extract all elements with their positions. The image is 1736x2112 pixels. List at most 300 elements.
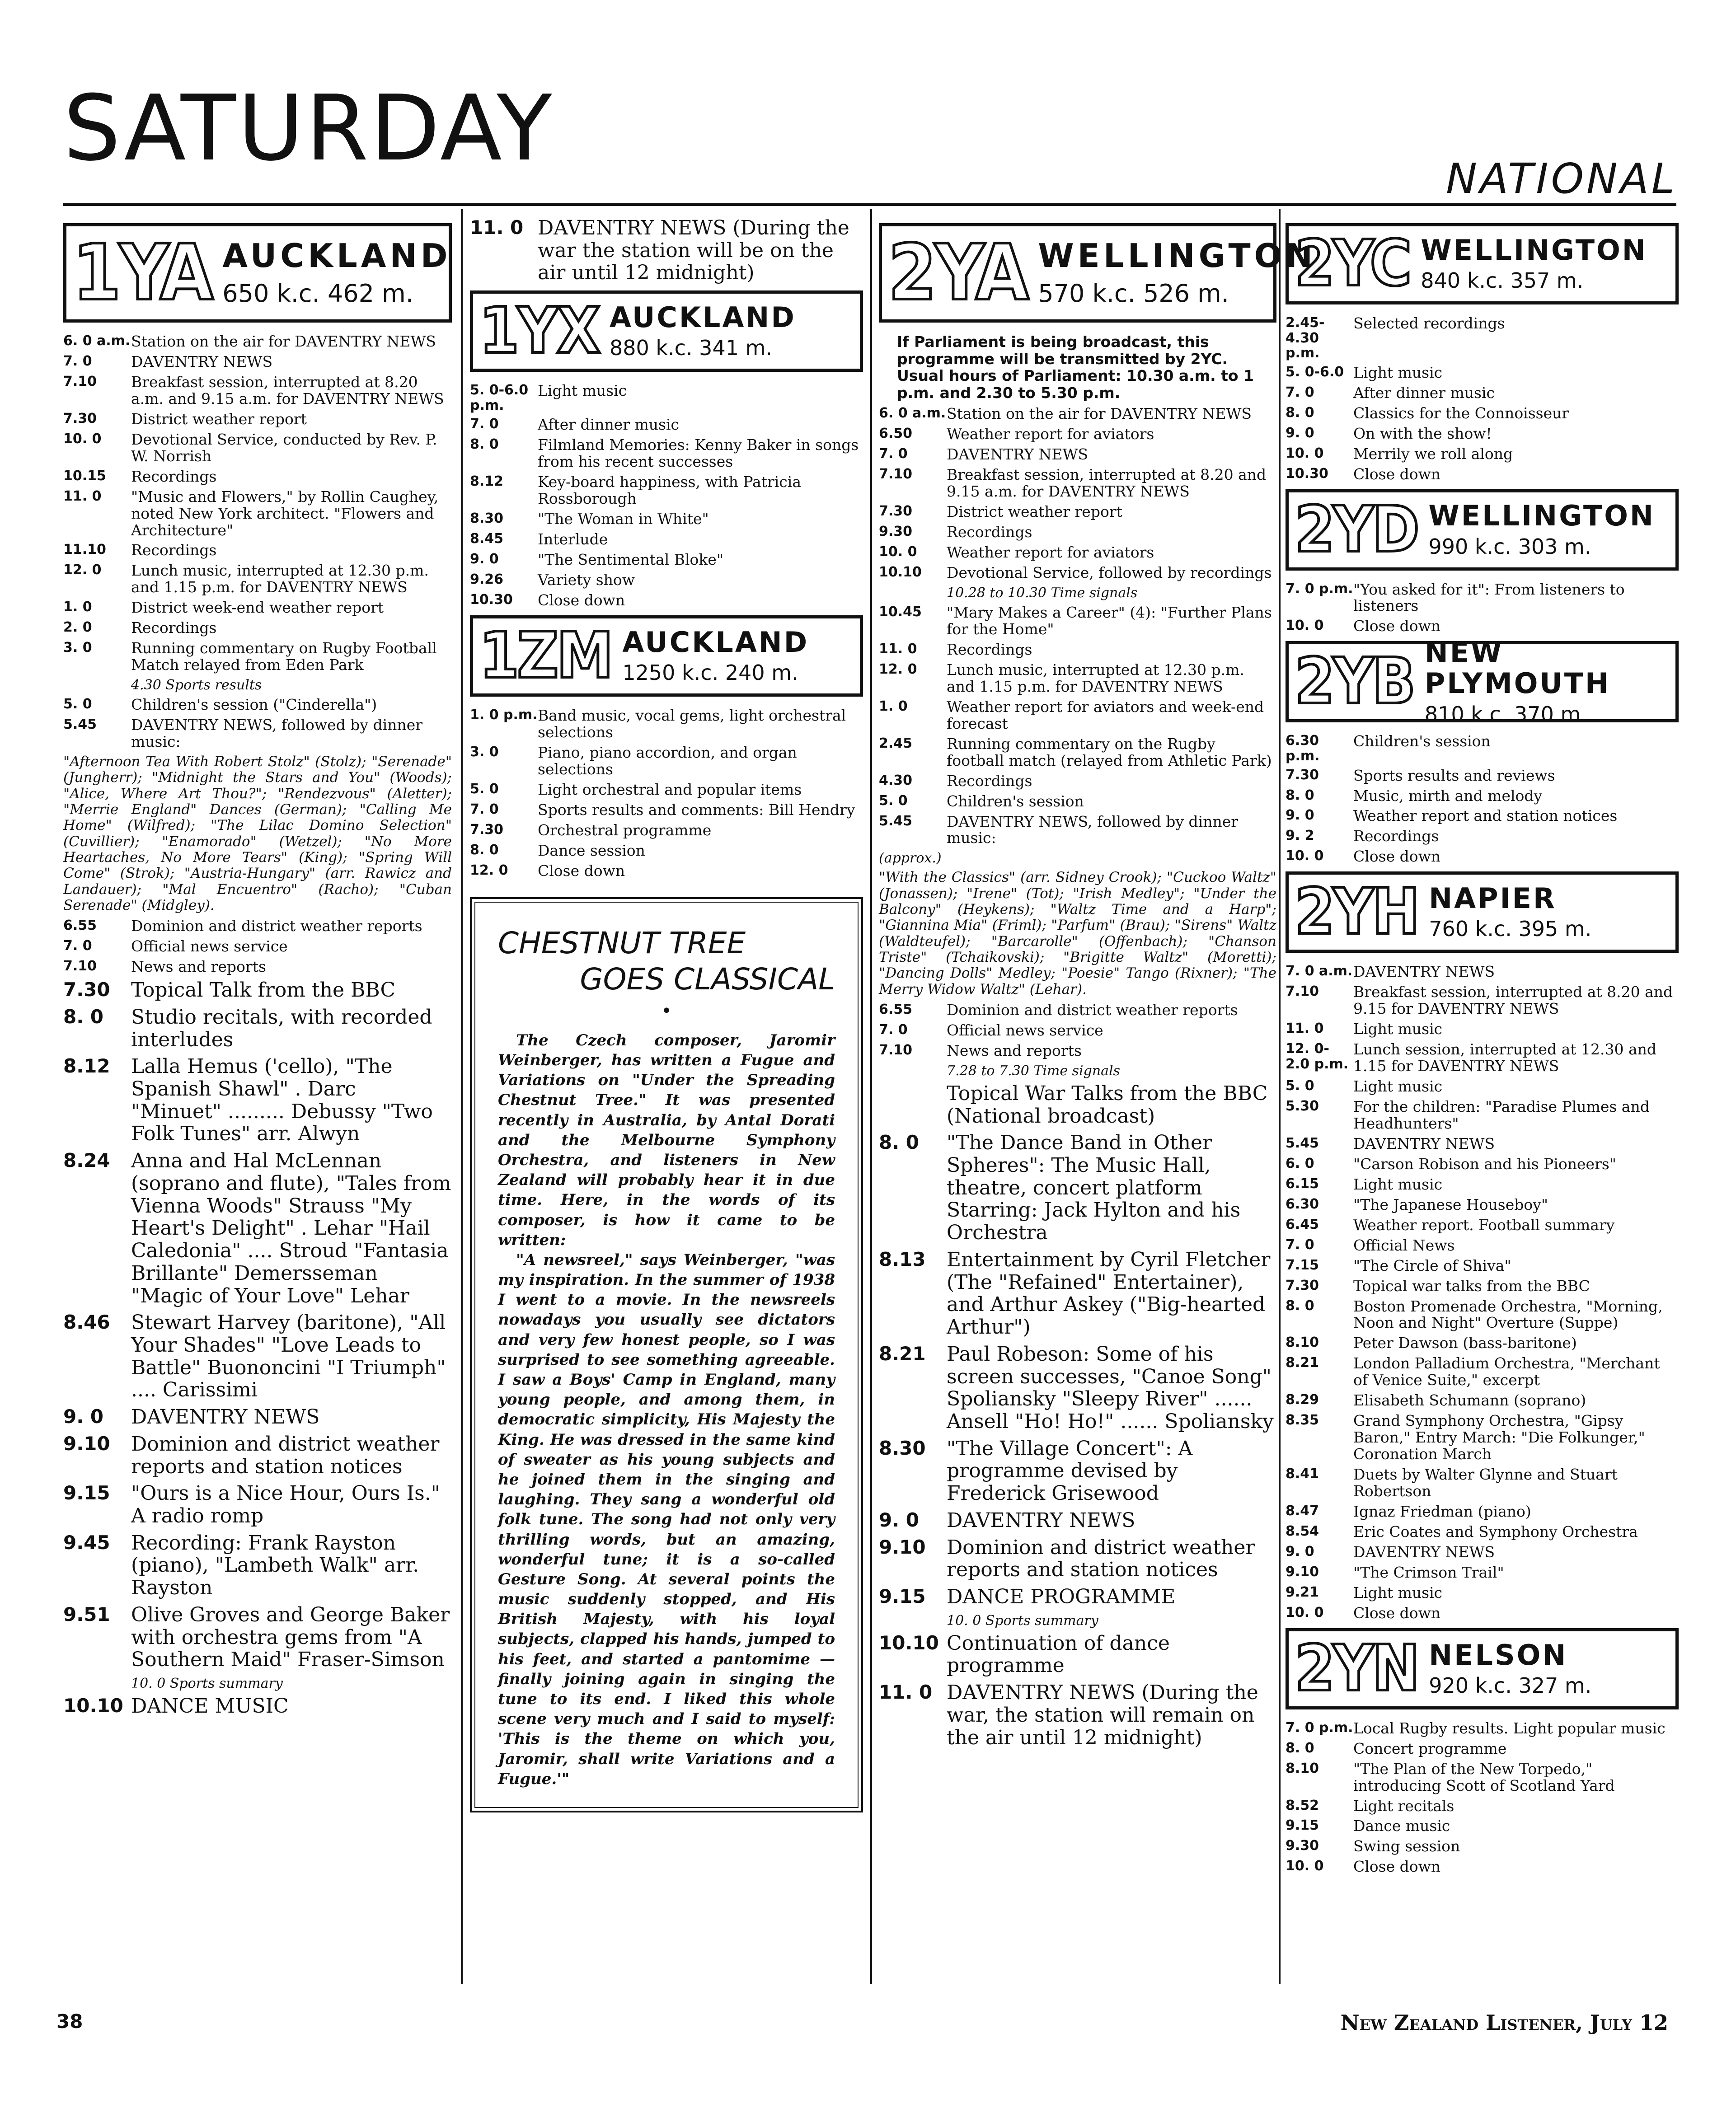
programme-time: 7.10	[879, 1042, 913, 1058]
programme-row	[879, 814, 1276, 847]
programme-text: DANCE PROGRAMME	[947, 1585, 1176, 1608]
programme-time: 9.30	[879, 524, 913, 540]
programme-row	[1286, 1136, 1679, 1152]
programme-row	[1286, 1798, 1679, 1815]
programme-text: Close down	[1353, 848, 1441, 866]
programme-row	[1286, 1524, 1679, 1541]
programme-text: Duets by Walter Glynne and Stuart Robertson	[1353, 1466, 1618, 1500]
programme-text: Official News	[1353, 1236, 1455, 1254]
programme-text: Close down	[1353, 465, 1441, 483]
programme-row	[1286, 1258, 1679, 1274]
programme-time: 8. 0	[63, 1005, 104, 1028]
sub-note: 10.28 to 10.30 Time signals	[947, 585, 1138, 601]
programme-row	[1286, 315, 1679, 361]
programme-time: 10.10	[63, 1695, 123, 1717]
station-frequency: 990 k.c. 303 m.	[1428, 534, 1591, 559]
programme-text: Light orchestral and popular items	[538, 780, 802, 798]
programme-time: 9.15	[879, 1585, 926, 1607]
sub-note: 4.30 Sports results	[131, 677, 262, 693]
programme-text: Running commentary on Rugby Football Match relayed from Eden Park	[131, 639, 437, 674]
programme-time: 7.15	[1286, 1257, 1319, 1273]
programme-text: Devotional Service, followed by recordings	[947, 564, 1272, 582]
programme-row	[63, 918, 452, 935]
programme-time: 5. 0-6.0	[1286, 364, 1344, 380]
programme-time: 10. 0	[1286, 445, 1324, 461]
programme-row	[879, 1082, 1276, 1127]
programme-text: Light recitals	[1353, 1797, 1454, 1815]
programme-time: 8. 0	[1286, 1297, 1314, 1314]
programme-row	[879, 1632, 1276, 1677]
programme-text: Recordings	[947, 772, 1032, 790]
programme-text: London Palladium Orchestra, "Merchant of Venice Suite," excerpt	[1353, 1354, 1660, 1389]
column-rule	[870, 209, 872, 1984]
programme-time: 7.30	[470, 821, 504, 838]
station-header-1zm	[470, 615, 863, 697]
programme-text: DAVENTRY NEWS	[1353, 963, 1495, 981]
programme-text: Light music	[1353, 1020, 1443, 1038]
programme-text: "Music and Flowers," by Rollin Caughey, noted New York architect. "Flowers and Architecture"	[131, 487, 439, 539]
programme-text: DAVENTRY NEWS	[131, 352, 273, 370]
programme-row	[879, 1438, 1276, 1505]
programme-text: Topical war talks from the BBC	[1353, 1277, 1590, 1295]
programme-text: News and reports	[131, 958, 266, 976]
programme-text: Breakfast session, interrupted at 8.20 a.m. and 9.15 a.m. for DAVENTRY NEWS	[131, 373, 444, 407]
programme-text: Children's session	[1353, 732, 1491, 750]
programme-time: 11. 0	[1286, 1021, 1324, 1037]
programme-time: 6.45	[1286, 1216, 1319, 1232]
programme-text: "The Japanese Houseboy"	[1353, 1195, 1548, 1213]
programme-time: 7. 0	[470, 416, 499, 432]
programme-time: 2. 0	[63, 619, 92, 636]
programme-row	[63, 411, 452, 428]
programme-time: 9.15	[1286, 1817, 1319, 1834]
station-header-2yb	[1286, 636, 1679, 726]
programme-row	[879, 736, 1276, 769]
programme-time: 5.30	[1286, 1098, 1319, 1114]
programme-time: 12. 0	[470, 862, 508, 878]
programme-row	[879, 544, 1276, 561]
programme-text: Dominion and district weather reports	[131, 917, 422, 935]
station-city: NAPIER	[1429, 882, 1557, 915]
programme-text: Recordings	[947, 523, 1032, 541]
programme-text: For the children: "Paradise Plumes and Headhunters"	[1353, 1097, 1650, 1132]
programme-text: Lunch session, interrupted at 12.30 and 1.15 for DAVENTRY NEWS	[1353, 1040, 1657, 1075]
programme-row	[63, 959, 452, 975]
programme-text: Filmland Memories: Kenny Baker in songs from his recent successes	[538, 436, 859, 471]
programme-time: 8.45	[470, 531, 504, 547]
programme-row	[63, 374, 452, 407]
programme-time: 7. 0	[1286, 384, 1314, 400]
programme-time: 5.45	[879, 813, 913, 829]
programme-text: Weather report and station notices	[1353, 807, 1618, 825]
programme-text: Dominion and district weather reports	[947, 1001, 1238, 1019]
programme-row	[470, 745, 863, 778]
programme-time: 3. 0	[470, 744, 499, 760]
programme-text: Recordings	[131, 467, 217, 485]
programme-text: Official news service	[947, 1021, 1103, 1039]
programme-time: 10. 0	[879, 544, 917, 560]
programme-time: 6.55	[63, 918, 97, 934]
programme-row	[1286, 848, 1679, 865]
programme-row	[1286, 446, 1679, 463]
programme-text: On with the show!	[1353, 424, 1492, 442]
programme-row	[470, 592, 863, 609]
programme-text: Close down	[1353, 1604, 1441, 1622]
programme-time: 6.55	[879, 1002, 913, 1018]
programme-time: 8. 0	[1286, 404, 1314, 421]
page-number: 38	[56, 2010, 83, 2032]
programme-text: Running commentary on the Rugby football match (relayed from Athletic Park)	[947, 735, 1272, 769]
programme-text: "The Woman in White"	[538, 510, 709, 528]
programme-text: Breakfast session, interrupted at 8.20 and 9.15 a.m. for DAVENTRY NEWS	[947, 466, 1267, 501]
programme-text: Light music	[538, 382, 627, 400]
programme-row	[879, 604, 1276, 638]
programme-text: Music, mirth and melody	[1353, 787, 1543, 805]
programme-text: Lunch music, interrupted at 12.30 p.m. and 1.15 p.m. for DAVENTRY NEWS	[131, 562, 429, 596]
programme-row	[1286, 1466, 1679, 1500]
programme-row	[879, 565, 1276, 581]
programme-text: Dance music	[1353, 1817, 1450, 1835]
programme-text: Anna and Hal McLennan (soprano and flute), "Tales from Vienna Woods" Strauss "My Heart's Delight" . Lehar "Hail Caledonia" .... Stroud "Fantasia Brillante" Demersseman "Magic of Your Love" Lehar	[131, 1149, 451, 1307]
programme-text: Light music	[1353, 363, 1443, 381]
programme-text: Dominion and district weather reports and station notices	[947, 1536, 1255, 1582]
programme-time: 7.30	[1286, 767, 1319, 783]
station-call: 2YB	[1295, 645, 1414, 719]
programme-row	[879, 642, 1276, 658]
programme-row	[1286, 405, 1679, 422]
programme-row	[1286, 1041, 1679, 1075]
programme-text: Children's session	[947, 792, 1084, 810]
article-headline-2: GOES CLASSICAL	[580, 961, 835, 997]
programme-row	[1286, 581, 1679, 615]
programme-text: Station on the air for DAVENTRY NEWS	[947, 405, 1252, 423]
column-rule	[461, 209, 463, 1984]
programme-time: 8. 0	[470, 436, 499, 453]
programme-row	[1286, 1761, 1679, 1794]
programme-row	[1286, 1392, 1679, 1409]
programme-time: 10. 0	[1286, 618, 1324, 634]
programme-text: "Mary Makes a Career" (4): "Further Plans for the Home"	[947, 604, 1272, 638]
programme-time: 5. 0	[1286, 1078, 1314, 1094]
programme-text: "The Crimson Trail"	[1353, 1563, 1504, 1581]
programme-row	[879, 1043, 1276, 1059]
programme-time: 9.45	[63, 1531, 110, 1554]
programme-row	[470, 437, 863, 470]
station-header-1ya	[63, 223, 452, 323]
programme-row	[1286, 1099, 1679, 1132]
programme-text: Merrily we roll along	[1353, 445, 1513, 463]
station-call: 2YA	[888, 228, 1028, 318]
programme-time: 8.12	[63, 1055, 110, 1077]
programme-text: District week-end weather report	[131, 599, 384, 617]
station-city: NELSON	[1429, 1638, 1568, 1672]
programme-time: 8.10	[1286, 1760, 1319, 1776]
programme-text: Selected recordings	[1353, 314, 1505, 332]
programme-text: DAVENTRY NEWS, followed by dinner music:	[947, 812, 1239, 847]
programme-text: Boston Promenade Orchestra, "Morning, Noon and Night" Overture (Suppe)	[1353, 1297, 1663, 1332]
programme-row	[1286, 1859, 1679, 1875]
programme-time: 7. 0	[1286, 1236, 1314, 1253]
parliament-notice: If Parliament is being broadcast, this programme will be transmitted by 2YC. Usual hours of Parliament: 10.30 a.m. to 1 p.m. and 2.30 to 5.30 p.m.	[897, 333, 1254, 402]
programme-row	[470, 802, 863, 819]
programme-time: 5. 0-6.0 p.m.	[470, 382, 529, 413]
programme-row	[1286, 1355, 1679, 1389]
programme-time: 6.30 p.m.	[1286, 733, 1320, 764]
sub-note: 10. 0 Sports summary	[131, 1676, 283, 1691]
programme-time: 9. 0	[1286, 425, 1314, 441]
programme-time: 7. 0	[879, 446, 908, 462]
programme-row	[879, 773, 1276, 790]
programme-text: Eric Coates and Symphony Orchestra	[1353, 1522, 1638, 1541]
programme-time: 8.13	[879, 1248, 926, 1270]
programme-text: Recordings	[947, 640, 1032, 658]
programme-text: Children's session ("Cinderella")	[131, 696, 377, 714]
programme-row	[1286, 1503, 1679, 1520]
programme-time: 9. 0	[1286, 1543, 1314, 1559]
programme-time: 9.30	[1286, 1838, 1319, 1854]
programme-time: 9.15	[63, 1482, 110, 1504]
station-frequency: 880 k.c. 341 m.	[609, 336, 773, 361]
programme-text: "The Circle of Shiva"	[1353, 1256, 1511, 1274]
station-call: 1YX	[479, 294, 599, 368]
programme-row	[470, 417, 863, 433]
programme-text: "The Village Concert": A programme devised by Frederick Grisewood	[947, 1437, 1193, 1505]
programme-text: DAVENTRY NEWS	[947, 1508, 1135, 1532]
programme-text: "Carson Robison and his Pioneers"	[1353, 1155, 1616, 1173]
sub-note: (approx.)	[879, 850, 942, 866]
programme-time: 7.10	[63, 958, 97, 974]
programme-row	[1286, 768, 1679, 784]
programme-text: Variety show	[538, 571, 635, 589]
sub-note: 10. 0 Sports summary	[947, 1612, 1098, 1629]
programme-text: Weather report for aviators	[947, 543, 1154, 562]
programme-row	[470, 383, 863, 413]
programme-time: 8.41	[1286, 1466, 1319, 1482]
programme-text: Light music	[1353, 1583, 1443, 1602]
programme-text: "Ours is a Nice Hour, Ours Is." A radio romp	[131, 1482, 440, 1527]
programme-time: 9.26	[470, 571, 504, 587]
programme-text: DAVENTRY NEWS (During the war, the station will remain on the air until 12 midnight)	[947, 1681, 1258, 1749]
programme-text: Close down	[1353, 1858, 1441, 1876]
programme-time: 11. 0	[879, 1681, 933, 1704]
programme-row	[1286, 1564, 1679, 1581]
programme-time: 1. 0 p.m.	[470, 707, 538, 723]
programme-row	[63, 431, 452, 465]
programme-time: 7.30	[63, 979, 110, 1001]
programme-row	[1286, 365, 1679, 381]
station-call: 2YD	[1295, 492, 1418, 567]
programme-text: After dinner music	[538, 416, 680, 434]
programme-row	[1286, 466, 1679, 483]
programme-row	[63, 938, 452, 955]
programme-row	[1286, 828, 1679, 845]
dinner-music-list: "With the Classics" (arr. Sidney Crook); "Cuckoo Waltz" (Jonassen); "Irene" (Tot); "Irish Medley"; "Under the Balcony" (Heykens); "Waltz Time and a Harp"; "Giannina Mia" (Friml); "Parfum" (Brau); "Sirens" Waltz (Waldteufel); "Barcarolle" (Offenbach); "Chanson Triste" (Tchaikovski); "Brigitte Waltz" (Moretti); "Dancing Dolls" Medley; "Poesie" Tango (Rixner); "The Merry Widow Waltz" (Lehar).	[879, 869, 1276, 997]
programme-text: Orchestral programme	[538, 821, 712, 839]
programme-text: DAVENTRY NEWS, followed by dinner music:	[131, 716, 423, 751]
chestnut-article	[470, 897, 863, 1812]
programme-row	[879, 406, 1276, 422]
programme-time: 8.24	[63, 1149, 110, 1172]
programme-row	[63, 562, 452, 596]
programme-text: Light music	[1353, 1175, 1443, 1193]
programme-time: 11.10	[63, 542, 106, 558]
programme-row	[63, 1695, 452, 1718]
programme-text: Lunch music, interrupted at 12.30 p.m. and 1.15 p.m. for DAVENTRY NEWS	[947, 660, 1244, 695]
programme-text: Piano, piano accordion, and organ selections	[538, 743, 797, 778]
programme-row	[879, 1022, 1276, 1039]
page-title: SATURDAY	[63, 76, 554, 181]
programme-text: Continuation of dance programme	[947, 1631, 1170, 1677]
programme-time: 8.47	[1286, 1503, 1319, 1519]
programme-time: 8.35	[1286, 1412, 1319, 1428]
programme-row	[1286, 1078, 1679, 1095]
station-city: AUCKLAND	[622, 625, 809, 659]
programme-time: 7. 0 p.m.	[1286, 1719, 1353, 1736]
programme-row	[470, 782, 863, 798]
programme-text: Weather report for aviators	[947, 425, 1154, 443]
programme-row	[1286, 1278, 1679, 1295]
programme-time: 9. 0	[879, 1508, 920, 1531]
bullet-icon: •	[661, 1000, 672, 1021]
programme-time: 7. 0 p.m.	[1286, 581, 1353, 597]
programme-text: Weather report. Football summary	[1353, 1216, 1615, 1234]
programme-text: Close down	[538, 862, 625, 880]
programme-text: Close down	[538, 591, 625, 609]
station-city: NEW PLYMOUTH	[1424, 636, 1610, 700]
column-rule	[1279, 209, 1281, 1984]
programme-row	[879, 446, 1276, 463]
programme-row	[1286, 1741, 1679, 1757]
programme-time: 8.52	[1286, 1797, 1319, 1813]
programme-row	[1286, 385, 1679, 402]
programme-time: 8.21	[1286, 1355, 1319, 1371]
station-header-2yc	[1286, 223, 1679, 304]
programme-text: Elisabeth Schumann (soprano)	[1353, 1391, 1586, 1410]
article-headline-1: CHESTNUT TREE	[498, 926, 746, 961]
programme-row	[1286, 1156, 1679, 1173]
programme-text: Studio recitals, with recorded interludes	[131, 1005, 432, 1051]
programme-text: Station on the air for DAVENTRY NEWS	[131, 332, 436, 350]
programme-time: 11. 0	[879, 641, 917, 657]
programme-text: Key-board happiness, with Patricia Rossborough	[538, 473, 802, 508]
programme-row	[879, 504, 1276, 520]
programme-time: 12. 0-2.0 p.m.	[1286, 1041, 1349, 1072]
programme-time: 10.30	[470, 591, 513, 608]
programme-row	[1286, 1605, 1679, 1622]
programme-time: 8.12	[470, 473, 504, 490]
article-paragraph: "A newsreel," says Weinberger, "was my inspiration. In the summer of 1938 I went to a movie. In the newsreels nowadays you usually see dictators and very few honest people, so I was surprised to see something agreeable. I saw a Boys' Camp in England, many young people, and among them, in democratic simplicity, His Majesty the King. He was dressed in the same kind of sweater as his young subjects and he joined them in the singing and laughing. They sang a wonderful old folk tune. The song had not only very thrilling words, but an amazing, wonderful tune; it is a so-called Gesture Song. At several points the music suddenly stopped, and His British Majesty, with his loyal subjects, clapped his hands, jumped to his feet, and started a pantomime — finally joining again in singing the tune to its end. I liked this whole scene very much and I said to myself: 'This is the theme on which you, Jaromir, shall write Variations and a Fugue.'"	[498, 1250, 835, 1788]
programme-row	[470, 572, 863, 589]
programme-row	[63, 1433, 452, 1478]
programme-text: Weather report for aviators and week-end forecast	[947, 698, 1264, 732]
programme-time: 7. 0	[879, 1021, 908, 1038]
top-rule	[63, 203, 1676, 206]
programme-time: 6. 0 a.m.	[63, 333, 131, 349]
programme-row	[63, 333, 452, 350]
programme-time: 10.10	[879, 1631, 939, 1654]
dinner-music-list: "Afternoon Tea With Robert Stolz" (Stolz); "Serenade" (Jungherr); "Midnight the Stars and You" (Woods); "Alice, Where Art Thou?"; "Rendezvous" (Aletter); "Merrie England" Dances (German); "Calling Me Home" (Wilfred); "The Lilac Domino Selection" (Cuvillier); "Enamorado" (Wetzel); "No More Heartaches, No More Tears" (King); "Spring Will Come" (Strok); "Austria-Hungary" (arr. Rawicz and Landauer); "Mal Encuentro" (Racho); "Cuban Serenade" (Midgley).	[63, 754, 452, 913]
programme-row	[1286, 788, 1679, 805]
programme-row	[63, 1406, 452, 1428]
station-call: 1ZM	[479, 618, 612, 693]
station-header-2yd	[1286, 489, 1679, 571]
programme-text: "You asked for it": From listeners to listeners	[1353, 580, 1625, 615]
programme-time: 9. 0	[1286, 807, 1314, 824]
programme-time: 8.10	[1286, 1335, 1319, 1351]
programme-row	[1286, 1818, 1679, 1835]
station-frequency: 920 k.c. 327 m.	[1429, 1673, 1592, 1698]
programme-time: 8. 0	[470, 842, 499, 858]
programme-row	[1286, 1544, 1679, 1561]
station-city: WELLINGTON	[1038, 236, 1317, 275]
programme-time: 8.30	[879, 1437, 926, 1459]
programme-row	[1286, 1335, 1679, 1352]
programme-text: Lalla Hemus ('cello), "The Spanish Shawl" . Darc "Minuet" ......... Debussy "Two Folk Tunes" arr. Alwyn	[131, 1055, 433, 1146]
programme-text: Close down	[1353, 617, 1441, 635]
station-frequency: 840 k.c. 357 m.	[1421, 268, 1584, 293]
programme-row	[63, 468, 452, 485]
programme-time: 9.10	[879, 1536, 926, 1558]
programme-time: 5. 0	[470, 781, 499, 797]
programme-text: "The Sentimental Bloke"	[538, 551, 724, 569]
programme-time: 7.10	[1286, 983, 1319, 1000]
programme-time: 8. 0	[879, 1131, 920, 1154]
station-frequency: 1250 k.c. 240 m.	[622, 660, 798, 685]
programme-time	[879, 1082, 947, 1127]
programme-row	[63, 717, 452, 750]
programme-time: 7.30	[1286, 1277, 1319, 1293]
programme-time: 8.29	[1286, 1392, 1319, 1408]
programme-time: 11. 0	[63, 488, 102, 504]
programme-time: 9. 0	[470, 551, 499, 567]
station-frequency: 650 k.c. 462 m.	[222, 279, 413, 308]
programme-row	[470, 822, 863, 839]
programme-time: 7.10	[879, 466, 913, 482]
programme-row	[879, 1249, 1276, 1339]
programme-text: Olive Groves and George Baker with orchestra gems from "A Southern Maid" Fraser-Simson	[131, 1603, 450, 1672]
programme-time: 10.45	[879, 604, 922, 620]
programme-row	[879, 699, 1276, 732]
programme-text: DAVENTRY NEWS	[947, 445, 1089, 464]
programme-text: Local Rugby results. Light popular music	[1353, 1719, 1666, 1737]
programme-time: 10.15	[63, 468, 106, 484]
programme-text: Topical War Talks from the BBC (National broadcast)	[947, 1082, 1268, 1128]
programme-row	[63, 979, 452, 1002]
programme-time: 8.54	[1286, 1523, 1319, 1539]
programme-text: Official news service	[131, 937, 288, 955]
programme-text: DAVENTRY NEWS	[1353, 1543, 1495, 1561]
programme-time: 12. 0	[63, 562, 102, 578]
station-city: AUCKLAND	[222, 236, 451, 275]
programme-text: News and reports	[947, 1041, 1082, 1059]
programme-row	[879, 1509, 1276, 1532]
programme-text: Recordings	[1353, 827, 1439, 845]
article-paragraph: The Czech composer, Jaromir Weinberger, has written a Fugue and Variations on "Under the Spreading Chestnut Tree." It was presented recently in Australia, by Antal Dorati and the Melbourne Symphony Orchestra, and listeners in New Zealand will probably hear it in due time. Here, in the words of its composer, is how it came to be written:	[498, 1031, 835, 1249]
programme-row	[1286, 1585, 1679, 1602]
programme-text: "The Plan of the New Torpedo," introducing Scott of Scotland Yard	[1353, 1760, 1615, 1794]
programme-time: 9. 0	[63, 1405, 104, 1428]
programme-time: 8. 0	[1286, 787, 1314, 803]
programme-row	[1286, 733, 1679, 763]
programme-row	[63, 640, 452, 674]
programme-row	[879, 793, 1276, 810]
programme-row	[1286, 426, 1679, 442]
programme-time: 9.21	[1286, 1584, 1319, 1600]
programme-row	[63, 599, 452, 616]
programme-row	[63, 542, 452, 559]
programme-text: Grand Symphony Orchestra, "Gipsy Baron," Entry March: "Die Folkunger," Coronation March	[1353, 1412, 1645, 1463]
station-frequency: 760 k.c. 395 m.	[1429, 917, 1592, 941]
